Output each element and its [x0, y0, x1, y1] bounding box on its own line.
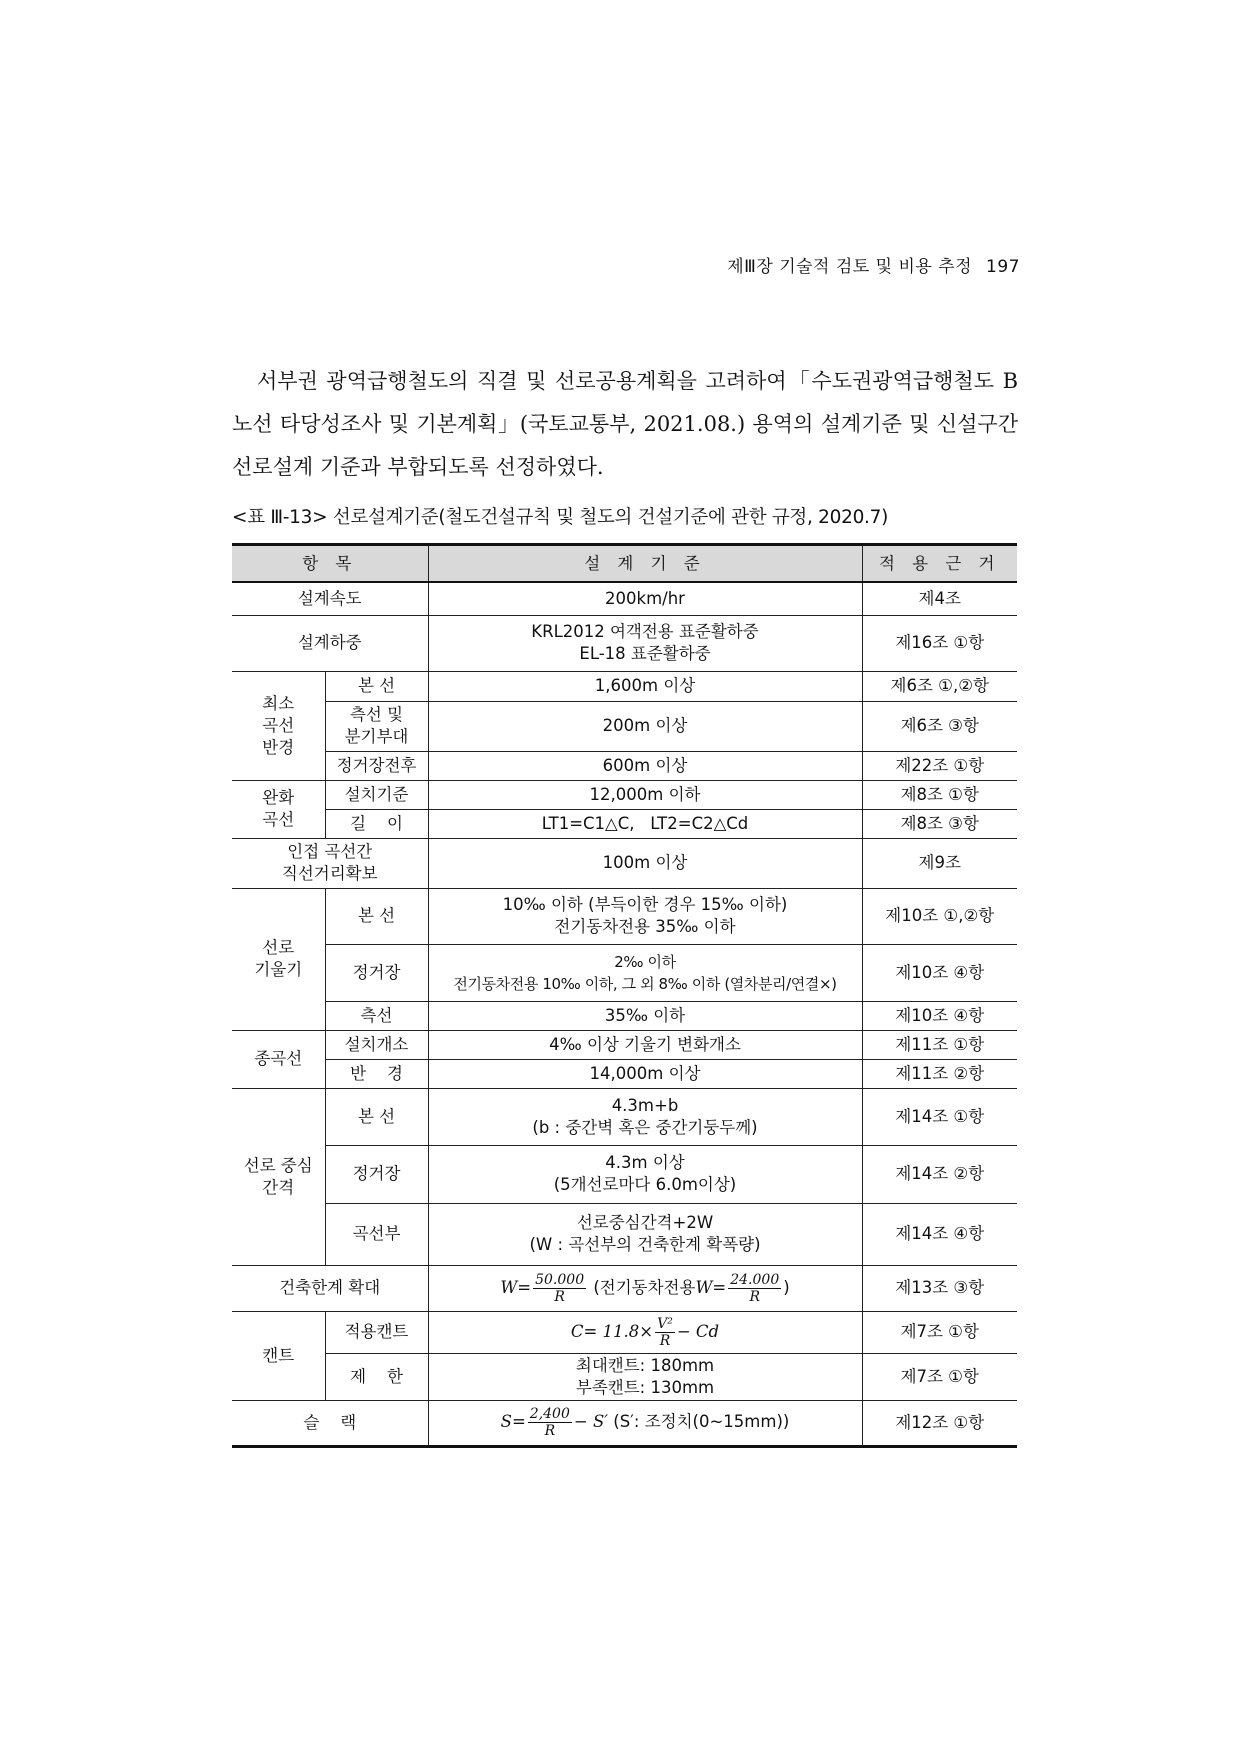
formula-tail: − S′: [573, 1412, 609, 1431]
formula-note: (전기동차전용: [593, 1277, 696, 1297]
table-row: [232, 780, 1017, 809]
basis-cell: 제10조 ④항: [862, 1001, 1017, 1030]
group-label: 선로 기울기: [232, 888, 325, 1030]
table-row: [232, 838, 1017, 888]
sub-label: 본 선: [325, 671, 428, 701]
formula-lhs: W=: [695, 1277, 727, 1297]
standard-cell: 600m 이상: [428, 751, 862, 780]
standard-cell: 35‰ 이하: [428, 1001, 862, 1030]
formula-lhs: C= 11.8×: [570, 1321, 654, 1341]
sub-label: 본 선: [325, 888, 428, 944]
standard-cell: 1,600m 이상: [428, 671, 862, 701]
group-label: 완화 곡선: [232, 780, 325, 838]
basis-cell: 제11조 ①항: [862, 1030, 1017, 1059]
fraction: [533, 1272, 586, 1305]
chapter-title: 제Ⅲ장 기술적 검토 및 비용 추정: [727, 257, 973, 277]
standard-cell: 최대캔트: 180mm 부족캔트: 130mm: [428, 1353, 862, 1400]
table-row: [232, 1030, 1017, 1059]
basis-cell: 제10조 ④항: [862, 944, 1017, 1001]
track-design-standards-table: [232, 543, 1017, 1448]
fraction-numerator: V²: [657, 1315, 673, 1332]
fraction-denominator: R: [749, 1288, 760, 1305]
sub-label: 정거장전후: [325, 751, 428, 780]
row-label: 건축한계 확대: [232, 1265, 428, 1311]
header-standard: 설 계 기 준: [428, 545, 862, 583]
page-number: 197: [986, 257, 1020, 277]
table-header-row: [232, 545, 1017, 583]
basis-cell: 제10조 ①,②항: [862, 888, 1017, 944]
formula-lhs: S=: [500, 1412, 526, 1431]
standard-cell: 100m 이상: [428, 838, 862, 888]
formula-lhs: W=: [500, 1277, 532, 1297]
basis-cell: 제14조 ②항: [862, 1145, 1017, 1203]
fraction: [728, 1272, 781, 1305]
basis-cell: 제8조 ①항: [862, 780, 1017, 809]
cant-formula: [428, 1311, 862, 1353]
table-row: [232, 1400, 1017, 1446]
fraction-denominator: R: [544, 1423, 556, 1439]
basis-cell: 제11조 ②항: [862, 1059, 1017, 1088]
header-basis: 적 용 근 거: [862, 545, 1017, 583]
running-header: [727, 252, 1020, 277]
table-row: [232, 809, 1017, 838]
table-row: [232, 888, 1017, 944]
sub-label: 반 경: [325, 1059, 428, 1088]
table-row: [232, 582, 1017, 615]
table-row: [232, 1001, 1017, 1030]
sub-label: 정거장: [325, 1145, 428, 1203]
table-row: [232, 1088, 1017, 1145]
table-row: [232, 701, 1017, 751]
table-row: [232, 1145, 1017, 1203]
header-item: 항 목: [232, 545, 428, 583]
standard-cell: 4.3m+b (b : 중간벽 혹은 중간기둥두께): [428, 1088, 862, 1145]
fraction: [655, 1316, 675, 1349]
table-caption: <표 Ⅲ-13> 선로설계기준(철도건설규칙 및 철도의 건설기준에 관한 규정, 2020.7): [232, 507, 889, 528]
fraction-denominator: R: [659, 1332, 671, 1349]
sub-label: 제 한: [325, 1353, 428, 1400]
group-label: 종곡선: [232, 1030, 325, 1088]
standard-cell: 2‰ 이하 전기동차전용 10‰ 이하, 그 외 8‰ 이하 (열차분리/연결×): [428, 944, 862, 1001]
group-label: 캔트: [232, 1311, 325, 1400]
fraction-numerator: 2,400: [529, 1406, 570, 1422]
table-row: [232, 1203, 1017, 1265]
basis-cell: 제22조 ①항: [862, 751, 1017, 780]
sub-label: 정거장: [325, 944, 428, 1001]
fraction-denominator: R: [554, 1288, 565, 1305]
table-row: [232, 1265, 1017, 1311]
body-paragraph: 서부권 광역급행철도의 직결 및 선로공용계획을 고려하여「수도권광역급행철도 B 노선 타당성조사 및 기본계획」(국토교통부, 2021.08.) 용역의 설계기준 및 신설구간 선로설계 기준과 부합되도록 선정하였다.: [232, 369, 1018, 479]
row-label: 인접 곡선간 직선거리확보: [232, 838, 428, 888]
table-row: [232, 944, 1017, 1001]
sub-label: 곡선부: [325, 1203, 428, 1265]
basis-cell: 제13조 ③항: [862, 1265, 1017, 1311]
standard-cell: LT1=C1△C, LT2=C2△Cd: [428, 809, 862, 838]
formula-note: (S′: 조정치(0~15mm)): [613, 1412, 790, 1431]
table-row: [232, 671, 1017, 701]
sub-label: 측선: [325, 1001, 428, 1030]
table-row: [232, 751, 1017, 780]
fraction: [528, 1406, 572, 1439]
sub-label: 본 선: [325, 1088, 428, 1145]
basis-cell: 제7조 ①항: [862, 1311, 1017, 1353]
group-label: 최소 곡선 반경: [232, 671, 325, 780]
standard-cell: 200km/hr: [428, 582, 862, 615]
sub-label: 설치기준: [325, 780, 428, 809]
slack-formula: [428, 1400, 862, 1446]
sub-label: 길 이: [325, 809, 428, 838]
formula-tail: − Cd: [676, 1321, 720, 1341]
standard-cell: 선로중심간격+2W (W : 곡선부의 건축한계 확폭량): [428, 1203, 862, 1265]
sub-label: 적용캔트: [325, 1311, 428, 1353]
standard-cell: 200m 이상: [428, 701, 862, 751]
table-row: [232, 1311, 1017, 1353]
basis-cell: 제14조 ④항: [862, 1203, 1017, 1265]
clearance-formula: [428, 1265, 862, 1311]
basis-cell: 제9조: [862, 838, 1017, 888]
table-row: [232, 615, 1017, 671]
table-row: [232, 1059, 1017, 1088]
basis-cell: 제8조 ③항: [862, 809, 1017, 838]
basis-cell: 제12조 ①항: [862, 1400, 1017, 1446]
basis-cell: 제6조 ③항: [862, 701, 1017, 751]
standard-cell: 4‰ 이상 기울기 변화개소: [428, 1030, 862, 1059]
basis-cell: 제4조: [862, 582, 1017, 615]
standard-cell: 10‰ 이하 (부득이한 경우 15‰ 이하) 전기동차전용 35‰ 이하: [428, 888, 862, 944]
standard-cell: KRL2012 여객전용 표준활하중 EL-18 표준활하중: [428, 615, 862, 671]
basis-cell: 제14조 ①항: [862, 1088, 1017, 1145]
fraction-numerator: 24.000: [730, 1271, 780, 1288]
standard-cell: 12,000m 이하: [428, 780, 862, 809]
row-label: 설계속도: [232, 582, 428, 615]
fraction-numerator: 50.000: [535, 1271, 585, 1288]
sub-label: 설치개소: [325, 1030, 428, 1059]
sub-label: 측선 및 분기부대: [325, 701, 428, 751]
basis-cell: 제7조 ①항: [862, 1353, 1017, 1400]
basis-cell: 제6조 ①,②항: [862, 671, 1017, 701]
row-label: 설계하중: [232, 615, 428, 671]
basis-cell: 제16조 ①항: [862, 615, 1017, 671]
standard-cell: 4.3m 이상 (5개선로마다 6.0m이상): [428, 1145, 862, 1203]
formula-close: ): [783, 1277, 790, 1297]
standard-cell: 14,000m 이상: [428, 1059, 862, 1088]
table-row: [232, 1353, 1017, 1400]
row-label: 슬 랙: [232, 1400, 428, 1446]
group-label: 선로 중심 간격: [232, 1088, 325, 1265]
